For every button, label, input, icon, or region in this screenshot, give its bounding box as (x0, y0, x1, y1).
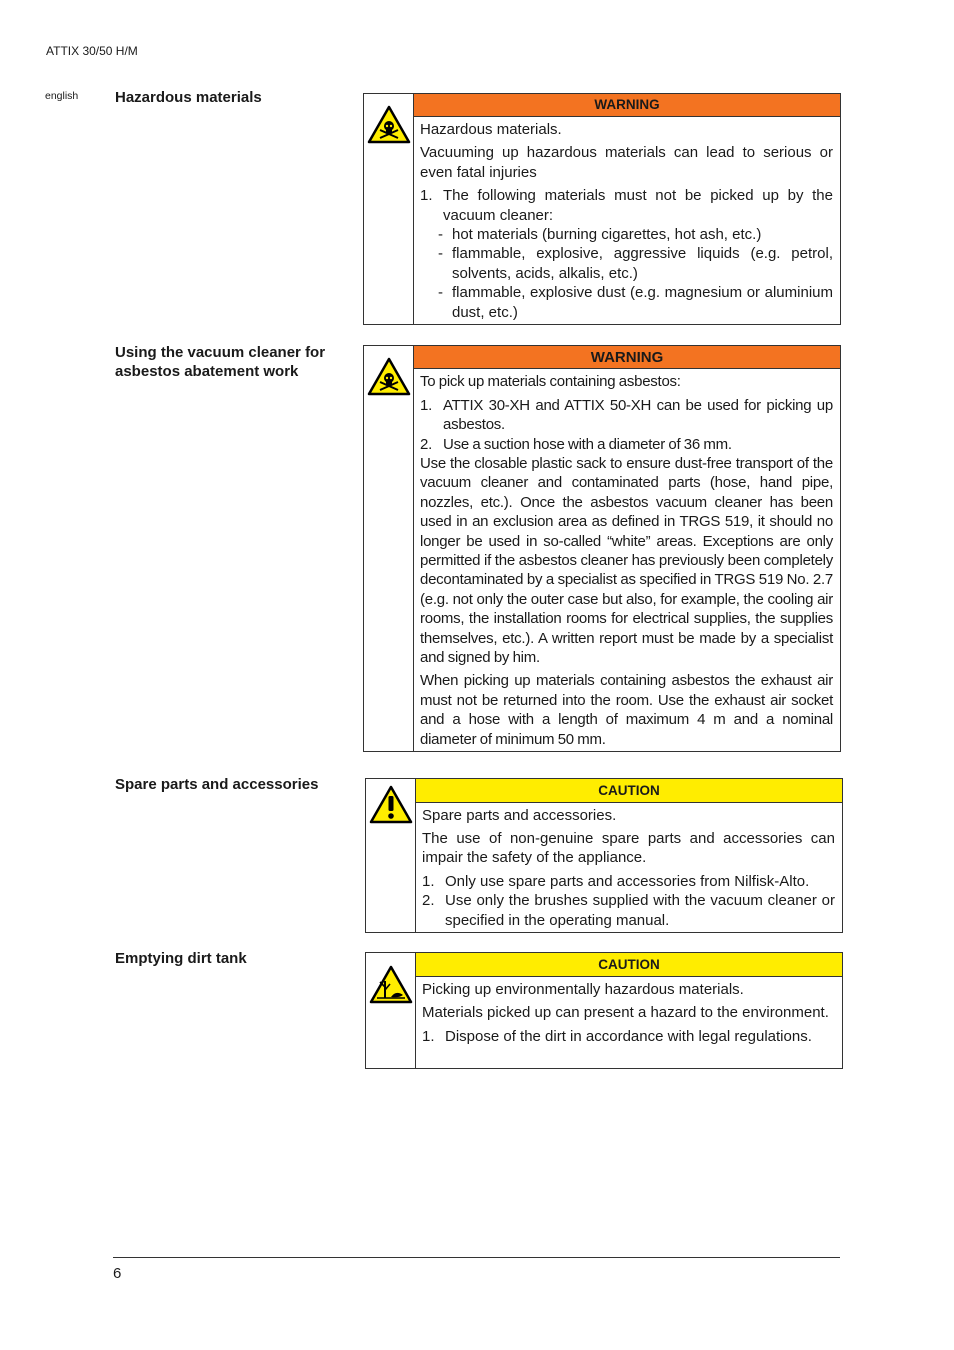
box-paragraph: Materials picked up can present a hazard to the environment. (422, 1004, 829, 1022)
box-paragraph: Use the closable plastic sack to ensure dust-free transport of the vacuum cleaner and contaminated parts (hose, hand pipe, nozzles, etc.). Once the asbestos vacuum cleaner has been used in an exclusion area as defined in TRGS 519, it should no longer be used in so-called “white” areas. Exceptions are only permitted if the asbestos cleaner has previously been completely decontaminated by a specialist as specified in TRGS 519 No. 2.7 (e.g. not only the outer case but also, for example, the cooling air rooms, the installation rooms for electrical supplies, the supplies themselves, etc.). A written report must be made by a specialist and signed by him. (420, 454, 833, 666)
warning-box-asbestos (363, 345, 841, 752)
numbered-item (422, 1027, 835, 1046)
sub-item-text: flammable, explosive, aggressive liquids (e.g. petrol, solvents, acids, alkalis, etc.) (452, 245, 833, 282)
item-number: 1. (422, 872, 435, 890)
caution-box-emptying-dirt-tank (365, 952, 843, 1069)
icon-column (364, 94, 414, 324)
caution-box-spare-parts (365, 778, 843, 933)
item-text: ATTIX 30-XH and ATTIX 50-XH can be used for picking up asbestos. (443, 396, 833, 434)
box-intro: Hazardous materials. (420, 120, 562, 138)
item-number: 1. (420, 396, 433, 414)
toxic-hazard-icon (367, 105, 411, 144)
document-title: ATTIX 30/50 H/M (46, 44, 138, 58)
warning-box-hazardous-materials (363, 93, 841, 325)
box-intro: Spare parts and accessories. (422, 806, 617, 824)
item-text: Dispose of the dirt in accordance with legal regulations. (445, 1027, 812, 1045)
item-text: The following materials must not be picked up by the vacuum cleaner: (443, 187, 833, 224)
item-number: 1. (422, 1027, 435, 1045)
numbered-item (422, 891, 835, 930)
item-number: 2. (422, 892, 435, 910)
box-intro: To pick up materials containing asbestos: (420, 373, 681, 391)
language-label: english (45, 90, 79, 102)
sub-item-text: hot materials (burning cigarettes, hot ash, etc.) (452, 225, 762, 243)
section-heading-asbestos: Using the vacuum cleaner for asbestos abatement work (115, 344, 326, 380)
warning-banner: WARNING (414, 94, 840, 117)
box-paragraph: When picking up materials containing asbestos the exhaust air must not be returned into the room. Use the exhaust air socket and a hose with a length of maximum 4 m and a nominal diameter of minimum 50 mm. (420, 672, 833, 748)
item-text: Use only the brushes supplied with the vacuum cleaner or specified in the operating manual. (445, 892, 835, 929)
section-heading-hazardous-materials: Hazardous materials (115, 89, 262, 106)
numbered-item (420, 435, 833, 454)
box-intro: Picking up environmentally hazardous materials. (422, 981, 744, 998)
icon-column (364, 346, 414, 751)
item-number: 2. (420, 435, 433, 453)
environmental-hazard-icon (369, 965, 413, 1004)
numbered-item (420, 186, 833, 225)
toxic-hazard-icon (367, 357, 411, 396)
item-text: Only use spare parts and accessories from Nilfisk-Alto. (445, 872, 810, 890)
box-paragraph: The use of non-genuine spare parts and accessories can impair the safety of the appliance. (422, 829, 835, 867)
item-number: 1. (420, 187, 433, 205)
icon-column (366, 779, 416, 932)
icon-column (366, 953, 416, 1068)
sub-item-text: flammable, explosive dust (e.g. magnesium or aluminium dust, etc.) (452, 284, 833, 321)
section-heading-spare-parts: Spare parts and accessories (115, 776, 319, 793)
page-number: 6 (113, 1265, 122, 1282)
caution-banner: CAUTION (416, 953, 842, 977)
footer-divider (113, 1257, 840, 1258)
exclamation-warning-icon (369, 785, 413, 824)
numbered-item (422, 872, 835, 891)
numbered-item (420, 396, 833, 435)
item-text: Use a suction hose with a diameter of 36 mm. (443, 435, 732, 453)
warning-banner: WARNING (414, 346, 840, 369)
sub-list-item: - flammable, explosive dust (e.g. magnesium or aluminium dust, etc.) (438, 284, 833, 321)
caution-banner: CAUTION (416, 779, 842, 803)
box-paragraph: Vacuuming up hazardous materials can lead to serious or even fatal injuries (420, 144, 833, 181)
sub-list-item: - hot materials (burning cigarettes, hot ash, etc.) (438, 225, 833, 244)
sub-list-item: - flammable, explosive, aggressive liquids (e.g. petrol, solvents, acids, alkalis, etc.) (438, 245, 833, 282)
section-heading-emptying-dirt-tank: Emptying dirt tank (115, 950, 247, 967)
